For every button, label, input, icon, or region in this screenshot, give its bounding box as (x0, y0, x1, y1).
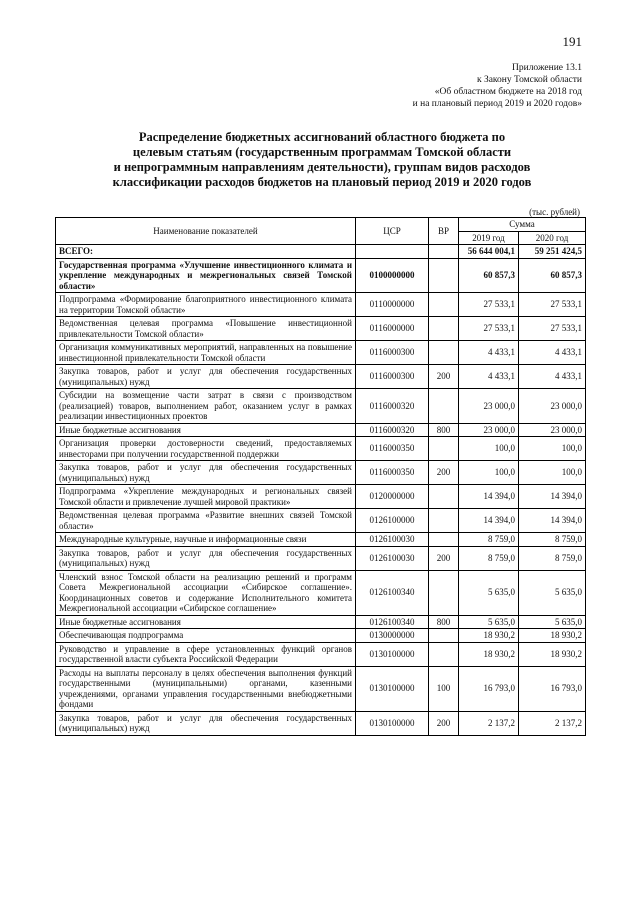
row-vr-cell (429, 245, 459, 259)
header-csr: ЦСР (356, 218, 429, 245)
row-2020-cell: 18 930,2 (519, 642, 586, 666)
row-vr-cell (429, 533, 459, 547)
row-csr-cell: 0126100340 (356, 570, 429, 615)
row-csr-cell (356, 245, 429, 259)
row-2020-cell: 100,0 (519, 437, 586, 461)
row-vr-cell (429, 341, 459, 365)
row-2019-cell: 5 635,0 (459, 570, 519, 615)
page-number: 191 (562, 34, 582, 49)
row-csr-cell: 0126100340 (356, 615, 429, 629)
row-2019-cell: 18 930,2 (459, 629, 519, 643)
row-csr-cell: 0116000350 (356, 461, 429, 485)
row-2019-cell: 23 000,0 (459, 423, 519, 437)
row-name-cell: Ведомственная целевая программа «Повышение инвестиционной привлекательности Томской области» (56, 317, 356, 341)
row-2019-cell: 14 394,0 (459, 509, 519, 533)
row-csr-cell: 0116000300 (356, 341, 429, 365)
table-row (56, 629, 586, 643)
row-2020-cell: 27 533,1 (519, 317, 586, 341)
row-name-cell: Иные бюджетные ассигнования (56, 615, 356, 629)
row-vr-cell (429, 293, 459, 317)
header-name: Наименование показателей (56, 218, 356, 245)
table-row (56, 666, 586, 711)
row-2020-cell: 14 394,0 (519, 485, 586, 509)
title-line: и непрограммным направлениям деятельности), группам видов расходов (113, 160, 531, 174)
row-2020-cell: 5 635,0 (519, 615, 586, 629)
header-year-2020: 2020 год (519, 231, 586, 245)
row-name-cell: Иные бюджетные ассигнования (56, 423, 356, 437)
row-2019-cell: 100,0 (459, 461, 519, 485)
row-name-cell: Ведомственная целевая программа «Развитие внешних связей Томской области» (56, 509, 356, 533)
table-row (56, 485, 586, 509)
row-csr-cell: 0116000350 (356, 437, 429, 461)
row-2019-cell: 56 644 004,1 (459, 245, 519, 259)
row-name-cell: Подпрограмма «Укрепление международных и региональных связей Томской области и привлечение лучшей мировой практики» (56, 485, 356, 509)
table-row (56, 461, 586, 485)
row-name-cell: Международные культурные, научные и информационные связи (56, 533, 356, 547)
row-vr-cell (429, 570, 459, 615)
row-vr-cell: 200 (429, 711, 459, 735)
table-row (56, 341, 586, 365)
row-name-cell: Расходы на выплаты персоналу в целях обеспечения выполнения функций государственными (муниципальными) органами, казенными учреждениями, органами управления государственными внебюджетными фондами (56, 666, 356, 711)
appendix-line: Приложение 13.1 (512, 63, 582, 73)
row-name-cell: Руководство и управление в сфере установленных функций органов государственной власти субъекта Российской Федерации (56, 642, 356, 666)
row-vr-cell (429, 642, 459, 666)
table-row (56, 533, 586, 547)
row-name-cell: Закупка товаров, работ и услуг для обеспечения государственных (муниципальных) нужд (56, 461, 356, 485)
row-vr-cell: 800 (429, 423, 459, 437)
row-2020-cell: 100,0 (519, 461, 586, 485)
appendix-line: к Закону Томской области (476, 75, 582, 85)
table-row (56, 642, 586, 666)
row-csr-cell: 0116000320 (356, 423, 429, 437)
row-csr-cell: 0120000000 (356, 485, 429, 509)
table-row (56, 317, 586, 341)
row-vr-cell (429, 629, 459, 643)
title-line: классификации расходов бюджетов на плановый период 2019 и 2020 годов (112, 175, 532, 189)
row-csr-cell: 0110000000 (356, 293, 429, 317)
row-vr-cell: 200 (429, 365, 459, 389)
row-name-cell: Государственная программа «Улучшение инвестиционного климата и укрепление международных и межрегиональных связей Томской области» (56, 258, 356, 293)
row-2020-cell: 4 433,1 (519, 365, 586, 389)
table-row (56, 389, 586, 424)
row-csr-cell: 0126100030 (356, 546, 429, 570)
row-2020-cell: 23 000,0 (519, 423, 586, 437)
row-vr-cell (429, 485, 459, 509)
row-2020-cell: 4 433,1 (519, 341, 586, 365)
row-vr-cell (429, 437, 459, 461)
title-line: целевым статьям (государственным программам Томской области (132, 145, 512, 159)
row-csr-cell: 0130100000 (356, 711, 429, 735)
table-row (56, 258, 586, 293)
row-vr-cell: 800 (429, 615, 459, 629)
budget-table (55, 217, 586, 736)
row-2020-cell: 2 137,2 (519, 711, 586, 735)
row-csr-cell: 0116000300 (356, 365, 429, 389)
row-2019-cell: 4 433,1 (459, 341, 519, 365)
table-row (56, 437, 586, 461)
row-2020-cell: 59 251 424,5 (519, 245, 586, 259)
document-title (60, 130, 584, 190)
row-vr-cell (429, 258, 459, 293)
row-csr-cell: 0126100000 (356, 509, 429, 533)
row-2019-cell: 27 533,1 (459, 293, 519, 317)
row-vr-cell: 100 (429, 666, 459, 711)
header-year-2019: 2019 год (459, 231, 519, 245)
row-vr-cell (429, 317, 459, 341)
row-vr-cell (429, 509, 459, 533)
row-2019-cell: 2 137,2 (459, 711, 519, 735)
row-name-cell: Закупка товаров, работ и услуг для обеспечения государственных (муниципальных) нужд (56, 546, 356, 570)
row-2020-cell: 18 930,2 (519, 629, 586, 643)
row-2019-cell: 4 433,1 (459, 365, 519, 389)
row-2020-cell: 5 635,0 (519, 570, 586, 615)
table-row (56, 365, 586, 389)
row-2019-cell: 27 533,1 (459, 317, 519, 341)
row-2019-cell: 14 394,0 (459, 485, 519, 509)
title-line: Распределение бюджетных ассигнований областного бюджета по (138, 130, 506, 144)
row-2020-cell: 60 857,3 (519, 258, 586, 293)
row-name-cell: Закупка товаров, работ и услуг для обеспечения государственных (муниципальных) нужд (56, 711, 356, 735)
row-2020-cell: 8 759,0 (519, 546, 586, 570)
table-row (56, 546, 586, 570)
row-name-cell: ВСЕГО: (56, 245, 356, 259)
row-csr-cell: 0100000000 (356, 258, 429, 293)
row-2020-cell: 16 793,0 (519, 666, 586, 711)
row-csr-cell: 0130000000 (356, 629, 429, 643)
row-2019-cell: 8 759,0 (459, 533, 519, 547)
row-2019-cell: 5 635,0 (459, 615, 519, 629)
table-header-row (56, 218, 586, 232)
units-note: (тыс. рублей) (529, 207, 580, 217)
appendix-line: и на плановый период 2019 и 2020 годов» (412, 99, 582, 109)
row-2019-cell: 100,0 (459, 437, 519, 461)
appendix-header (413, 62, 582, 110)
table-row (56, 509, 586, 533)
table-row (56, 711, 586, 735)
table-row (56, 615, 586, 629)
row-name-cell: Субсидии на возмещение части затрат в связи с производством (реализацией) товаров, выполнением работ, оказанием услуг в рамках реализации инвестиционных проектов (56, 389, 356, 424)
row-name-cell: Организация проверки достоверности сведений, предоставляемых инвесторами при получении государственной поддержки (56, 437, 356, 461)
header-vr: ВР (429, 218, 459, 245)
row-name-cell: Подпрограмма «Формирование благоприятного инвестиционного климата на территории Томской области» (56, 293, 356, 317)
row-csr-cell: 0116000320 (356, 389, 429, 424)
table-body (56, 245, 586, 736)
row-csr-cell: 0130100000 (356, 642, 429, 666)
row-vr-cell: 200 (429, 546, 459, 570)
row-2019-cell: 23 000,0 (459, 389, 519, 424)
row-name-cell: Обеспечивающая подпрограмма (56, 629, 356, 643)
row-name-cell: Членский взнос Томской области на реализацию решений и программ Совета Межрегиональной ассоциации «Сибирское соглашение». Координационных советов и содержание Исполнительного комитета Межрегиональной ассоциации «Сибирское соглашение» (56, 570, 356, 615)
appendix-line: «Об областном бюджете на 2018 год (434, 87, 582, 97)
row-2020-cell: 27 533,1 (519, 293, 586, 317)
row-csr-cell: 0126100030 (356, 533, 429, 547)
table-row (56, 570, 586, 615)
row-name-cell: Организация коммуникативных мероприятий, направленных на повышение инвестиционной привлекательности Томской области (56, 341, 356, 365)
row-name-cell: Закупка товаров, работ и услуг для обеспечения государственных (муниципальных) нужд (56, 365, 356, 389)
row-2020-cell: 14 394,0 (519, 509, 586, 533)
row-csr-cell: 0116000000 (356, 317, 429, 341)
table-row (56, 293, 586, 317)
table-row (56, 423, 586, 437)
row-csr-cell: 0130100000 (356, 666, 429, 711)
row-2019-cell: 8 759,0 (459, 546, 519, 570)
row-2019-cell: 16 793,0 (459, 666, 519, 711)
row-2019-cell: 18 930,2 (459, 642, 519, 666)
row-2020-cell: 8 759,0 (519, 533, 586, 547)
row-vr-cell (429, 389, 459, 424)
header-sum: Сумма (459, 218, 586, 232)
row-2020-cell: 23 000,0 (519, 389, 586, 424)
table-row (56, 245, 586, 259)
row-2019-cell: 60 857,3 (459, 258, 519, 293)
row-vr-cell: 200 (429, 461, 459, 485)
